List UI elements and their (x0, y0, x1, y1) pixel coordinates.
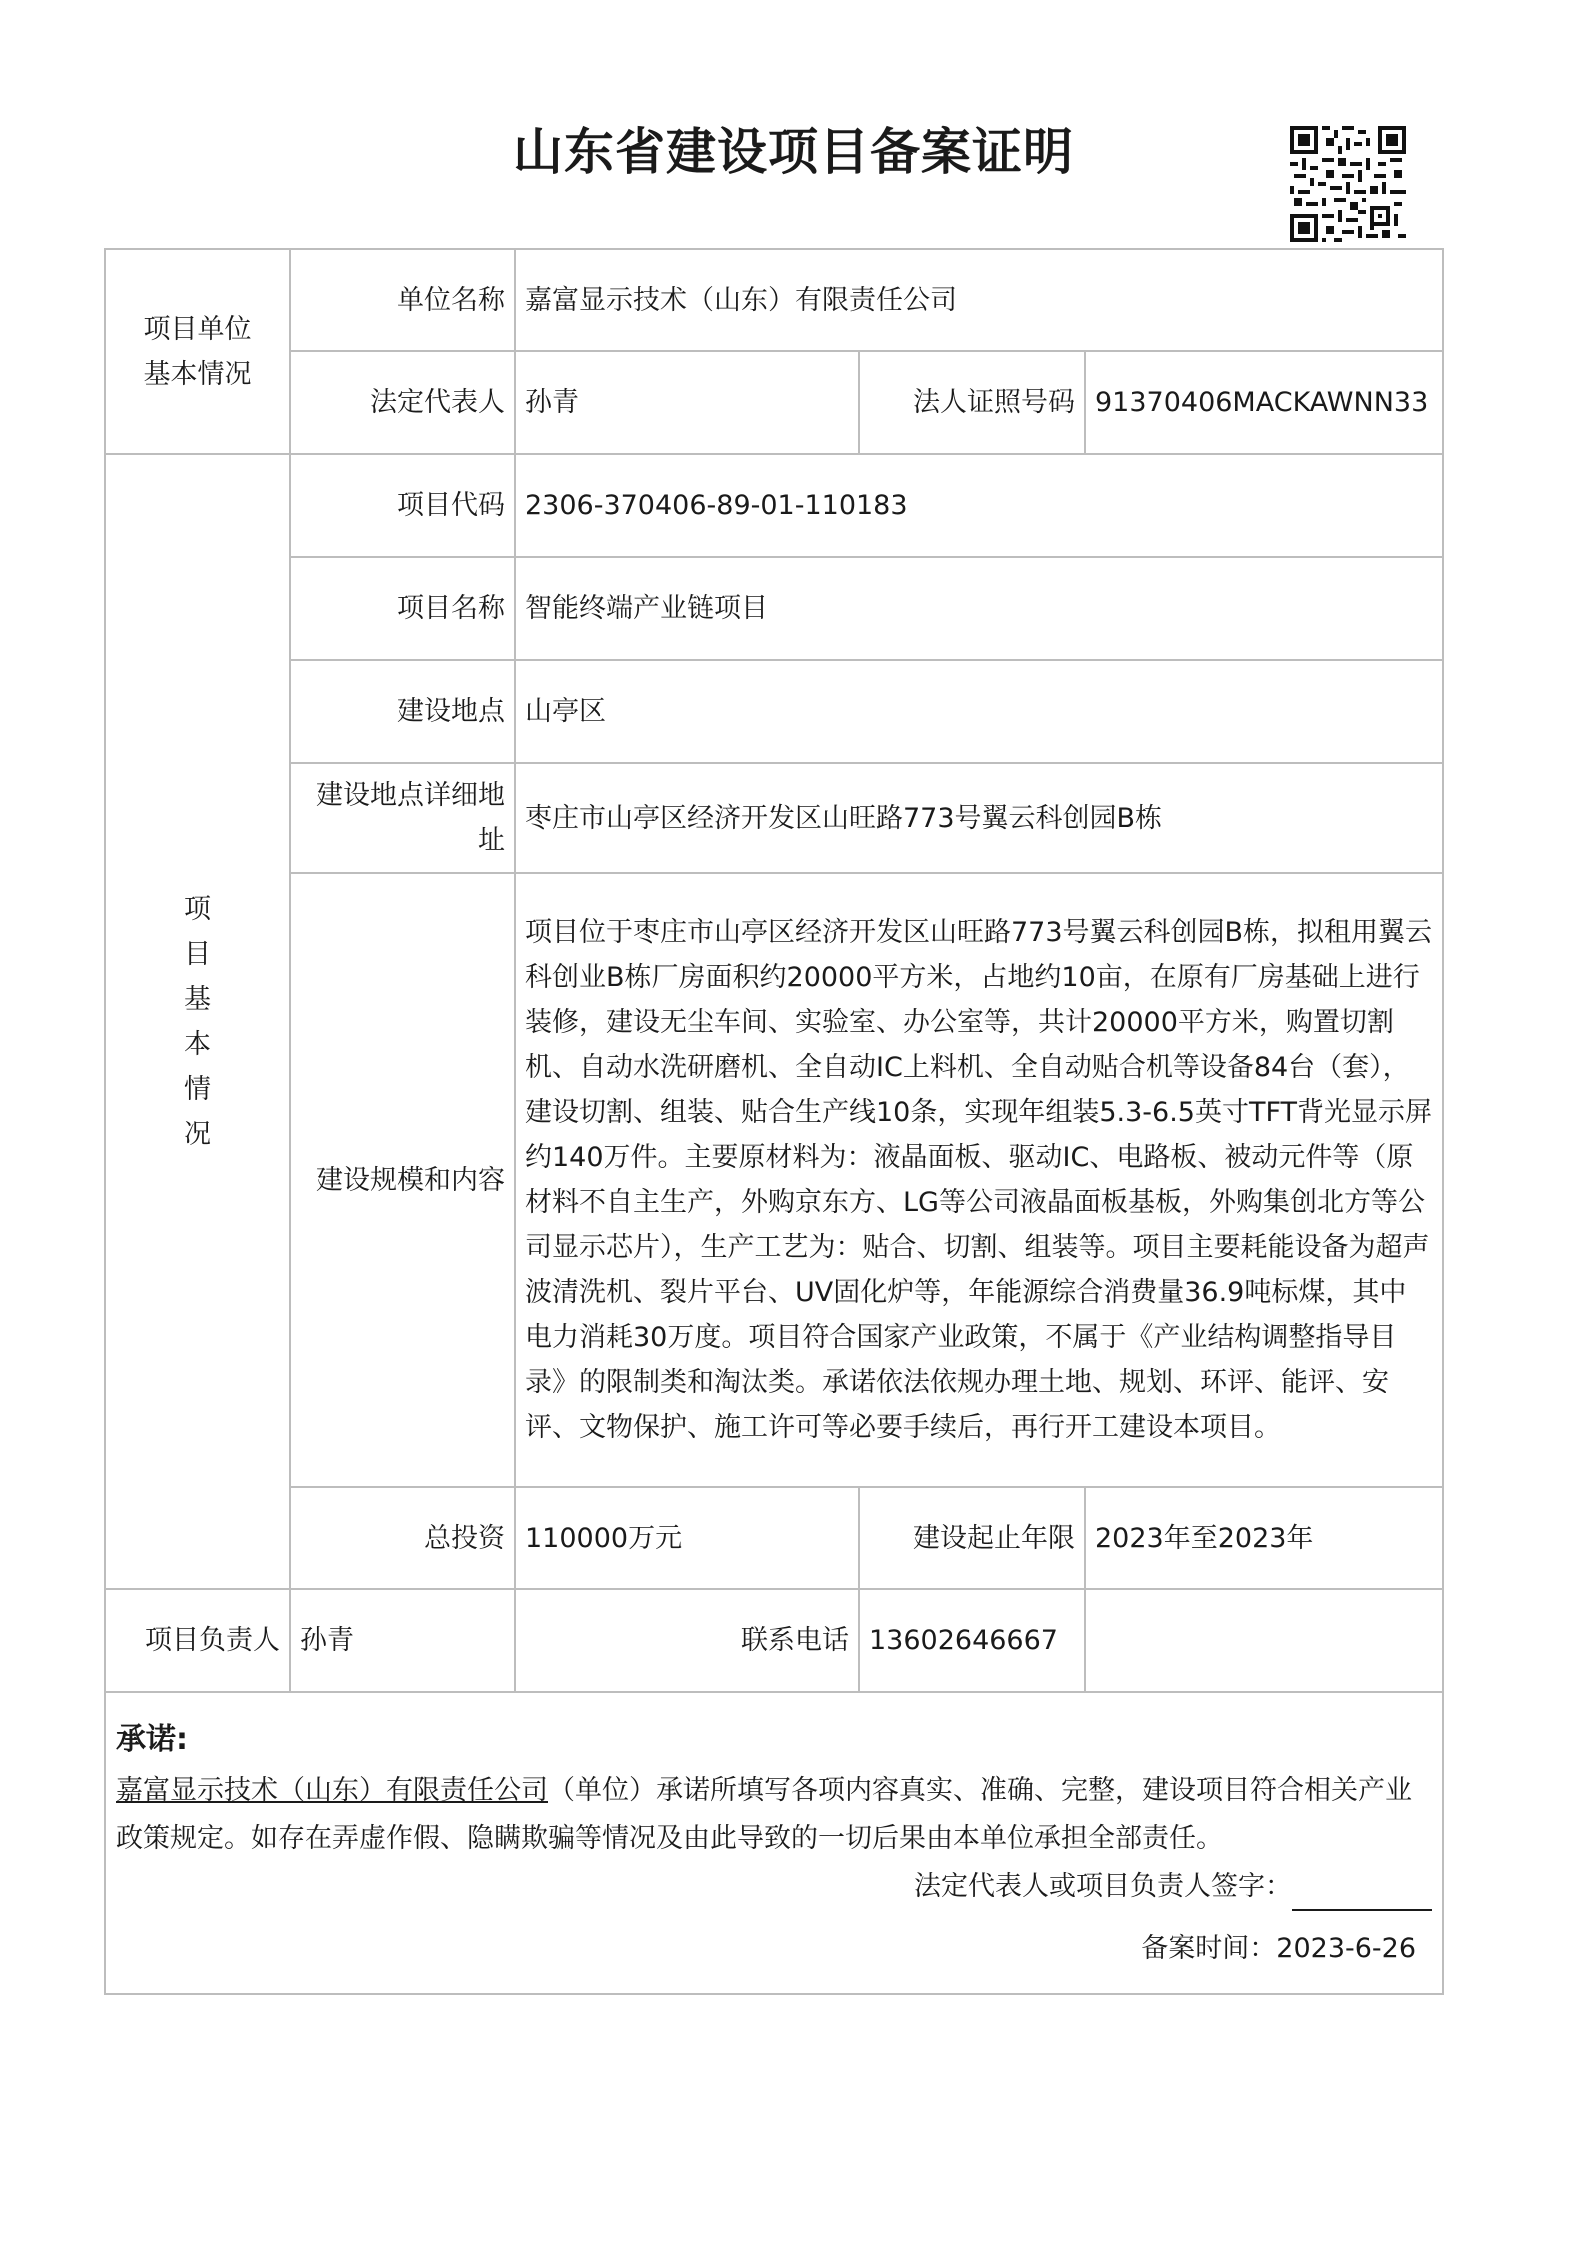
leader-label: 项目负责人 (105, 1589, 290, 1692)
leader-value: 孙青 (290, 1589, 515, 1692)
registration-form-table (104, 248, 1444, 1995)
page-title: 山东省建设项目备案证明 (513, 123, 1074, 181)
phone-value: 13602646667 (859, 1589, 1085, 1692)
company-name-value: 嘉富显示技术（山东）有限责任公司 (515, 249, 1443, 351)
project-section-label-char: 基 (184, 983, 211, 1015)
unit-section-label-line2: 基本情况 (143, 358, 252, 390)
signature-row (116, 1863, 1432, 1911)
project-name-label: 项目名称 (290, 557, 515, 660)
project-section-label-char: 本 (184, 1028, 211, 1060)
date-row (116, 1925, 1432, 1973)
pledge-text: （单位）承诺所填写各项内容真实、准确、完整，建设项目符合相关产业政策规定。如存在弄虚作假、隐瞒欺骗等情况及由此导致的一切后果由本单位承担全部责任。 (116, 1775, 1412, 1854)
project-name-value: 智能终端产业链项目 (515, 557, 1443, 660)
date-value: 2023-6-26 (1276, 1933, 1417, 1964)
unit-section-label (105, 249, 290, 454)
project-section-label-char: 目 (184, 938, 211, 970)
detail-location-label-line1: 建设地点详细地 (316, 780, 505, 811)
legal-rep-value: 孙青 (515, 351, 859, 454)
signature-line (1292, 1877, 1432, 1911)
project-section-label-char: 况 (184, 1118, 211, 1150)
empty-cell (1085, 1589, 1443, 1692)
unit-section-label-line1: 项目单位 (143, 313, 252, 345)
period-label: 建设起止年限 (859, 1487, 1085, 1589)
project-section-label (105, 454, 290, 1589)
license-no-value: 91370406MACKAWNN33 (1085, 351, 1443, 454)
legal-rep-label: 法定代表人 (290, 351, 515, 454)
pledge-title: 承诺: (116, 1722, 188, 1757)
location-value: 山亭区 (515, 660, 1443, 763)
period-value: 2023年至2023年 (1085, 1487, 1443, 1589)
pledge-section (105, 1692, 1443, 1994)
investment-value: 110000万元 (515, 1487, 859, 1589)
phone-label: 联系电话 (515, 1589, 859, 1692)
detail-location-label-line2: 址 (478, 825, 505, 856)
location-label: 建设地点 (290, 660, 515, 763)
company-name-label: 单位名称 (290, 249, 515, 351)
project-code-label: 项目代码 (290, 454, 515, 557)
investment-label: 总投资 (290, 1487, 515, 1589)
scale-content: 项目位于枣庄市山亭区经济开发区山旺路773号翼云科创园B栋，拟租用翼云科创业B栋厂房面积约20000平方米，占地约10亩，在原有厂房基础上进行装修，建设无尘车间、实验室、办公室等，共计20000平方米，购置切割机、自动水洗研磨机、全自动IC上料机、全自动贴合机等设备84台（套），建设切割、组装、贴合生产线10条，实现年组装5.3-6.5英寸TFT背光显示屏约140万件。主要原材料为：液晶面板、驱动IC、电路板、被动元件等（原材料不自主生产，外购京东方、LG等公司液晶面板基板，外购集创北方等公司显示芯片），生产工艺为：贴合、切割、组装等。项目主要耗能设备为超声波清洗机、裂片平台、UV固化炉等，年能源综合消费量36.9吨标煤，其中电力消耗30万度。项目符合国家产业政策，不属于《产业结构调整指导目录》的限制类和淘汰类。承诺依法依规办理土地、规划、环评、能评、安评、文物保护、施工许可等必要手续后，再行开工建设本项目。 (515, 873, 1443, 1487)
project-section-label-char: 项 (184, 893, 211, 925)
qr-code-icon (1290, 126, 1406, 242)
detail-location-value: 枣庄市山亭区经济开发区山旺路773号翼云科创园B栋 (515, 763, 1443, 873)
scale-label: 建设规模和内容 (290, 873, 515, 1487)
project-code-value: 2306-370406-89-01-110183 (515, 454, 1443, 557)
pledge-company: 嘉富显示技术（山东）有限责任公司 (116, 1775, 548, 1806)
date-label: 备案时间： (1141, 1933, 1277, 1964)
detail-location-label (290, 763, 515, 873)
signature-label: 法定代表人或项目负责人签字： (914, 1871, 1293, 1902)
project-section-label-char: 情 (184, 1073, 211, 1105)
license-no-label: 法人证照号码 (859, 351, 1085, 454)
pledge-body (116, 1767, 1432, 1863)
